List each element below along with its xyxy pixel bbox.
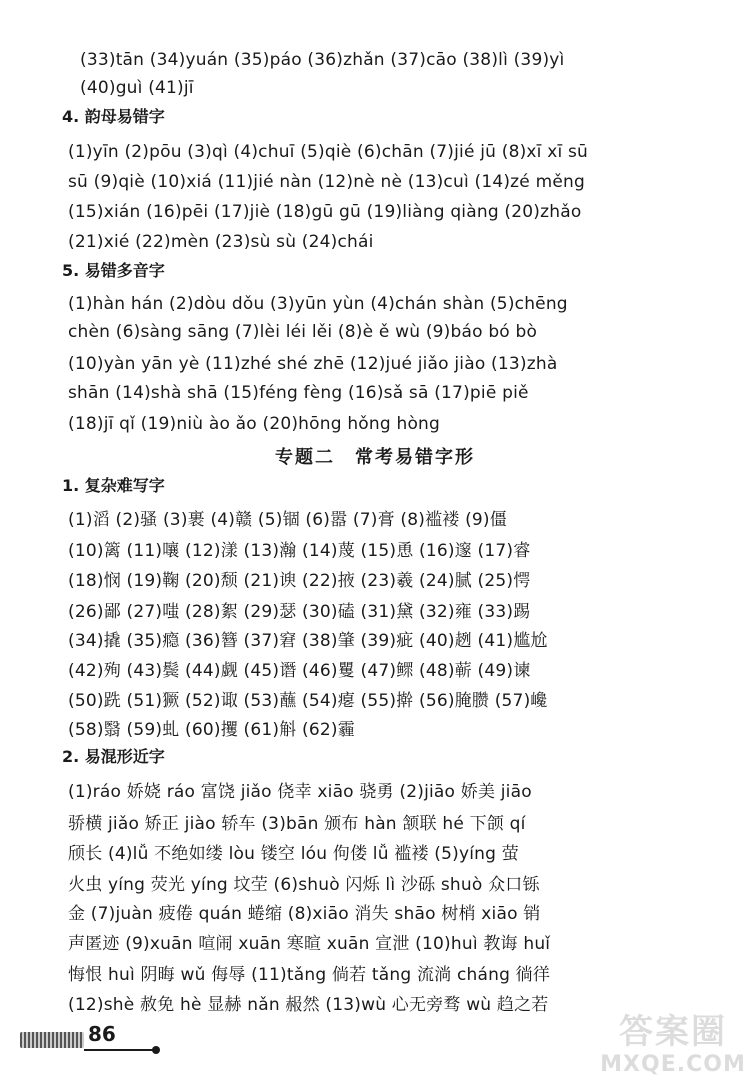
text-line: (26)鄙 (27)嗤 (28)絮 (29)瑟 (30)磕 (31)黛 (32)雍 (33)踢 bbox=[68, 602, 531, 622]
text-line: 金 (7)juàn 疲倦 quán 蜷缩 (8)xiāo 消失 shāo 树梢 xiāo 销 bbox=[68, 904, 541, 924]
text-line: (21)xié (22)mèn (23)sù sù (24)chái bbox=[68, 232, 374, 252]
text-line: shān (14)shà shā (15)féng fèng (16)sǎ sā (17)piē piě bbox=[68, 383, 529, 403]
text-line: (10)yàn yān yè (11)zhé shé zhē (12)jué jiǎo jiào (13)zhà bbox=[68, 354, 558, 374]
text-line: sū (9)qiè (10)xiá (11)jié nàn (12)nè nè (13)cuì (14)zé měng bbox=[68, 172, 585, 192]
text-line: (15)xián (16)pēi (17)jiè (18)gū gū (19)liàng qiàng (20)zhǎo bbox=[68, 202, 582, 222]
text-line: (12)shè 赦免 hè 显赫 nǎn 赧然 (13)wù 心无旁骛 wù 趋之若 bbox=[68, 995, 549, 1015]
text-line: chèn (6)sàng sāng (7)lèi léi lěi (8)è ě wù (9)báo bó bò bbox=[68, 322, 538, 342]
text-line: (1)hàn hán (2)dòu dǒu (3)yūn yùn (4)chán shàn (5)chēng bbox=[68, 294, 568, 314]
text-line: (1)滔 (2)骚 (3)裹 (4)赣 (5)锢 (6)嚣 (7)膏 (8)褴褛 (9)僵 bbox=[68, 510, 507, 530]
text-line: (40)guì (41)jī bbox=[80, 78, 194, 98]
text-line: 悔恨 huì 阴晦 wǔ 侮辱 (11)tǎng 倘若 tǎng 流淌 cháng 徜徉 bbox=[68, 965, 551, 985]
text-line: (18)jī qǐ (19)niù ào ǎo (20)hōng hǒng hòng bbox=[68, 414, 441, 434]
text-line: (1)ráo 娇娆 ráo 富饶 jiǎo 侥幸 xiāo 骁勇 (2)jiāo 娇美 jiāo bbox=[68, 782, 532, 802]
section-heading-4: 4. 韵母易错字 bbox=[62, 107, 165, 126]
text-line: 火虫 yíng 荧光 yíng 坟茔 (6)shuò 闪烁 lì 沙砾 shuò 众口铄 bbox=[68, 875, 540, 895]
text-line: (33)tān (34)yuán (35)páo (36)zhǎn (37)cāo (38)lì (39)yì bbox=[80, 50, 565, 70]
section-heading-2: 2. 易混形近字 bbox=[62, 747, 165, 766]
section-heading-1: 1. 复杂难写字 bbox=[62, 476, 165, 495]
section-heading-5: 5. 易错多音字 bbox=[62, 261, 165, 280]
watermark bbox=[598, 1012, 748, 1086]
page-footer bbox=[20, 1022, 160, 1052]
text-line: (58)翳 (59)虬 (60)攫 (61)斛 (62)霾 bbox=[68, 720, 355, 740]
text-line: 颀长 (4)lǚ 不绝如缕 lòu 镂空 lóu 佝偻 lǚ 褴褛 (5)yíng 萤 bbox=[68, 844, 519, 864]
text-line: 骄横 jiǎo 矫正 jiào 轿车 (3)bān 颁布 hàn 颔联 hé 下颌 qí bbox=[68, 814, 526, 834]
topic-title: 专题二 常考易错字形 bbox=[275, 447, 475, 468]
text-line: (42)殉 (43)鬓 (44)觑 (45)谮 (46)矍 (47)鳏 (48)蕲 (49)谏 bbox=[68, 661, 531, 681]
text-line: (1)yīn (2)pōu (3)qì (4)chuī (5)qiè (6)chān (7)jié jū (8)xī xī sū bbox=[68, 142, 589, 162]
page-number: 86 bbox=[88, 1022, 116, 1046]
text-line: (50)跣 (51)獗 (52)诹 (53)蘸 (54)瘪 (55)擀 (56)腌臜 (57)巉 bbox=[68, 691, 548, 711]
footer-decoration bbox=[20, 1032, 84, 1048]
text-line: (10)篱 (11)嚷 (12)漾 (13)瀚 (14)蔑 (15)恿 (16)邃 (17)睿 bbox=[68, 541, 531, 561]
footer-rule bbox=[84, 1049, 156, 1051]
text-line: (18)悯 (19)鞠 (20)颓 (21)谀 (22)掖 (23)羲 (24)腻 (25)愕 bbox=[68, 571, 531, 591]
watermark-url: MXQE.COM bbox=[600, 1052, 746, 1077]
text-line: 声匿迹 (9)xuān 喧闹 xuān 寒暄 xuān 宣泄 (10)huì 教诲 huǐ bbox=[68, 934, 551, 954]
watermark-logo: 答案圈 bbox=[619, 1012, 727, 1052]
footer-dot bbox=[152, 1046, 160, 1054]
text-line: (34)撬 (35)瘾 (36)簪 (37)窘 (38)肇 (39)疵 (40)趔 (41)尴尬 bbox=[68, 631, 548, 651]
